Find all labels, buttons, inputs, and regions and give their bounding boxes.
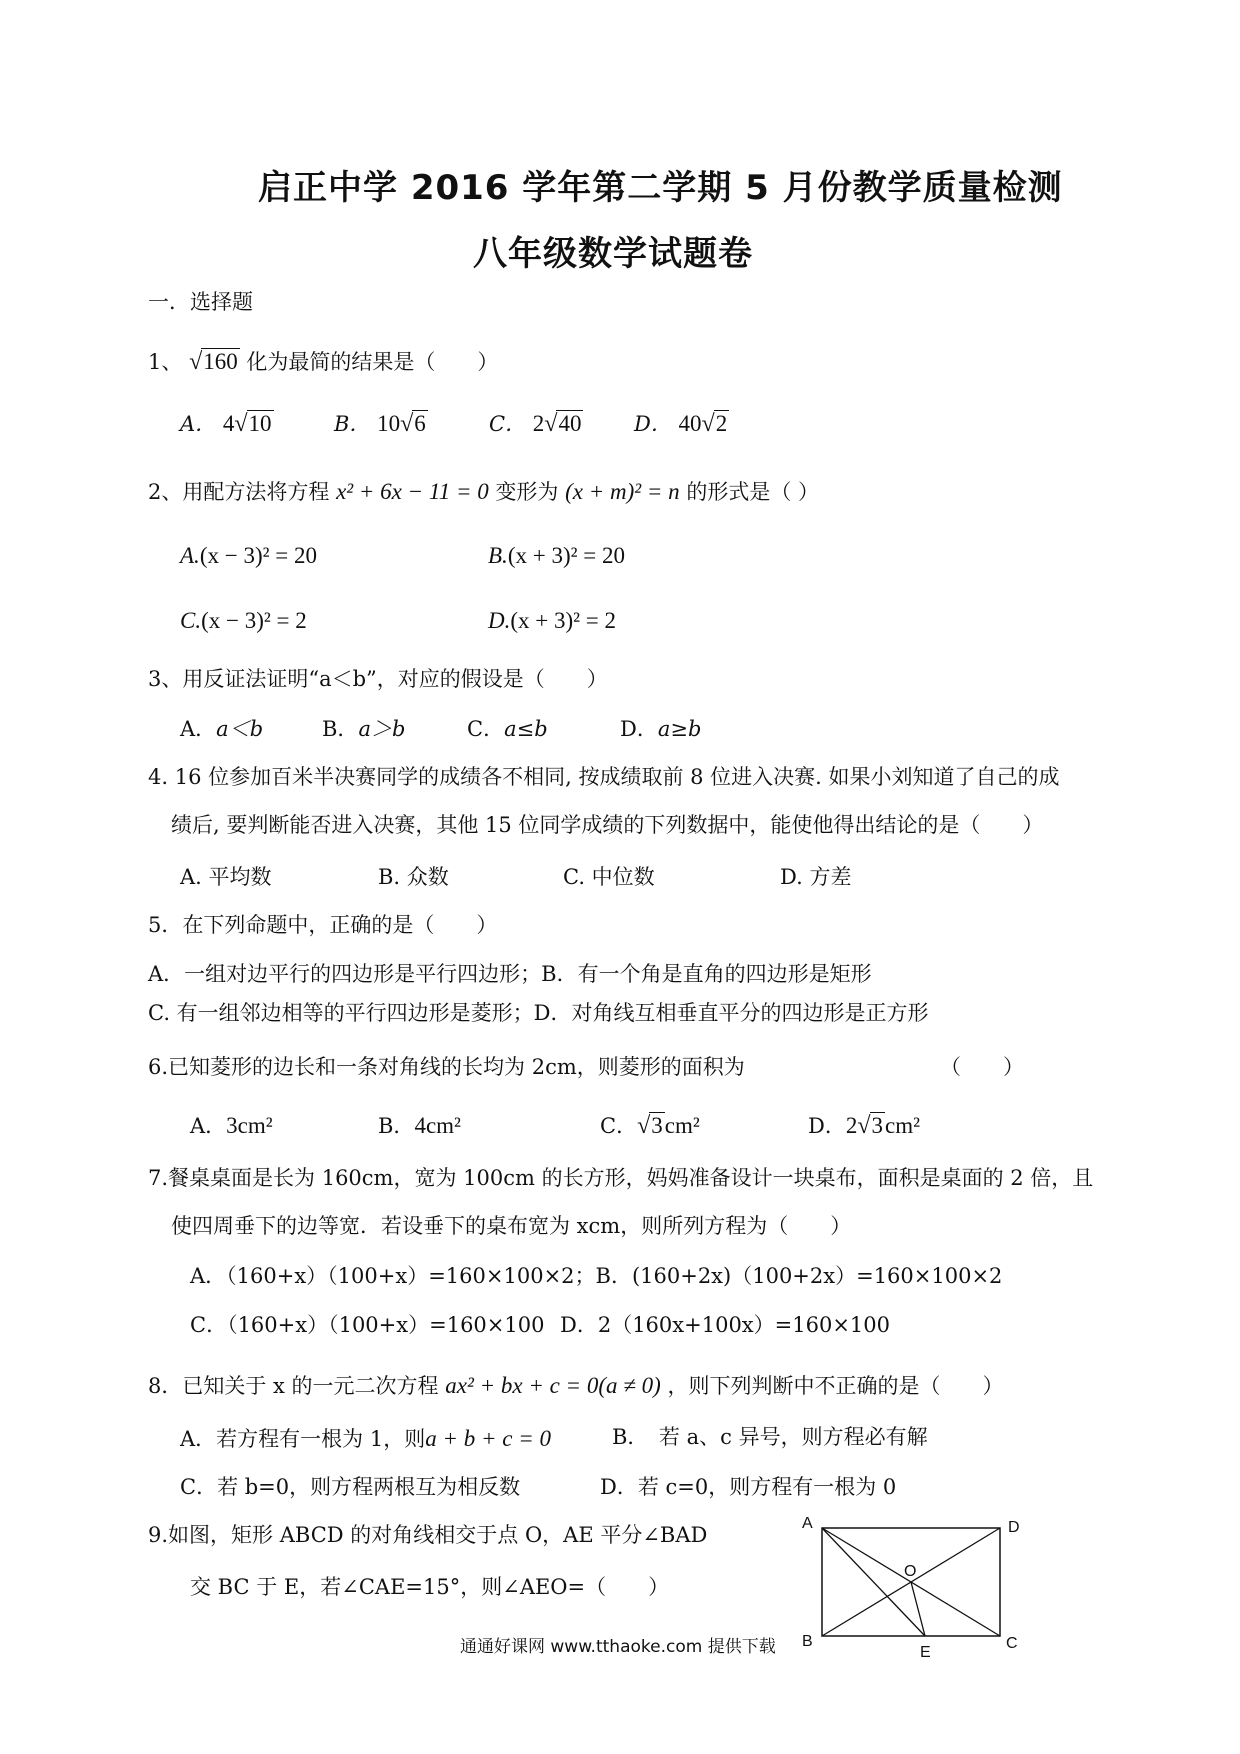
question-8: 8．已知关于 x 的一元二次方程 ax² + bx + c = 0(a ≠ 0) ，则下列判断中不正确的是（ ）: [148, 1373, 1004, 1398]
q1-option-b: B． 10√6: [334, 411, 426, 437]
point-a-label: A: [802, 1515, 813, 1532]
q4-option-b: B. 众数: [378, 865, 449, 889]
point-c-label: C: [1006, 1635, 1018, 1652]
point-b-label: B: [802, 1633, 813, 1650]
q2-target-form: (x + m)² = n: [565, 479, 680, 504]
question-4-line-1: 4. 16 位参加百米半决赛同学的成绩各不相同, 按成绩取前 8 位进入决赛. 如果小刘知道了自己的成: [148, 765, 1060, 789]
q6-option-a: A．3cm²: [190, 1113, 273, 1138]
q2-option-a: A.(x − 3)² = 20: [180, 543, 317, 568]
point-o-label: O: [904, 1563, 917, 1580]
q1-option-c: C． 2√40: [489, 411, 582, 437]
q4-option-d: D. 方差: [780, 865, 852, 889]
question-1: 1、 √160 化为最简的结果是（ ）: [148, 349, 499, 375]
footer-source: 通通好课网 www.tthaoke.com 提供下载: [460, 1637, 776, 1657]
q7-option-d: D．2（160x+100x）=160×100: [560, 1313, 891, 1337]
section-label: 一．选择题: [148, 290, 253, 314]
q8-equation: ax² + bx + c = 0(a ≠ 0): [445, 1373, 661, 1398]
question-3: 3、用反证法证明“a＜b”，对应的假设是（ ）: [148, 667, 608, 691]
q7-option-c: C．（160+x）（100+x）=160×100: [190, 1313, 545, 1337]
question-9-line-2: 交 BC 于 E，若∠CAE=15°，则∠AEO=（ ）: [190, 1575, 670, 1599]
q6-answer-paren: （ ）: [940, 1055, 1024, 1079]
question-9-line-1: 9.如图，矩形 ABCD 的对角线相交于点 O，AE 平分∠BAD: [148, 1523, 708, 1547]
question-2: 2、用配方法将方程 x² + 6x − 11 = 0 变形为 (x + m)² = n 的形式是（ ）: [148, 479, 820, 504]
point-d-label: D: [1008, 1519, 1020, 1536]
q6-option-b: B．4cm²: [378, 1113, 461, 1138]
q3-option-b: B．a＞b: [322, 717, 406, 741]
point-e-label: E: [920, 1644, 931, 1658]
q5-options-ab: A．一组对边平行的四边形是平行四边形；B．有一个角是直角的四边形是矩形: [148, 962, 872, 986]
q2-option-d: D.(x + 3)² = 2: [488, 608, 617, 633]
q2-option-b: B.(x + 3)² = 20: [488, 543, 625, 568]
q7-options-ab: A．（160+x）（100+x）=160×100×2；B．(160+2x)（100+2x）=160×100×2: [190, 1264, 1003, 1288]
exam-subtitle: 八年级数学试题卷: [473, 234, 753, 274]
question-7-line-1: 7.餐桌桌面是长为 160cm，宽为 100cm 的长方形，妈妈准备设计一块桌布，面积是桌面的 2 倍，且: [148, 1166, 1094, 1190]
q5-options-cd: C. 有一组邻边相等的平行四边形是菱形；D．对角线互相垂直平分的四边形是正方形: [148, 1001, 929, 1025]
question-7-line-2: 使四周垂下的边等宽．若设垂下的桌布宽为 xcm，则所列方程为（ ）: [171, 1214, 852, 1238]
q3-option-a: A．a＜b: [180, 717, 264, 741]
question-5: 5．在下列命题中，正确的是（ ）: [148, 913, 498, 937]
q8-option-d: D．若 c=0，则方程有一根为 0: [600, 1475, 897, 1499]
q4-option-a: A. 平均数: [180, 865, 272, 889]
q8-option-c: C．若 b=0，则方程两根互为相反数: [180, 1475, 521, 1499]
radicand: 160: [203, 349, 238, 374]
q6-option-c: C．√3cm²: [600, 1113, 700, 1139]
q3-option-d: D．a≥b: [620, 717, 702, 741]
q4-option-c: C. 中位数: [563, 865, 655, 889]
exam-title: 启正中学 2016 学年第二学期 5 月份教学质量检测: [258, 168, 1063, 208]
q2-option-c: C.(x − 3)² = 2: [180, 608, 307, 633]
question-6: 6.已知菱形的边长和一条对角线的长均为 2cm，则菱形的面积为: [148, 1055, 745, 1079]
segment-ae: [822, 1528, 925, 1636]
question-number: 1、: [148, 350, 183, 374]
q3-option-c: C．a≤b: [467, 717, 548, 741]
rectangle-figure: [790, 1508, 1040, 1658]
q1-option-a: A． 4√10: [180, 411, 272, 437]
q1-option-d: D． 40√2: [634, 411, 728, 437]
question-text: 化为最简的结果是（ ）: [246, 350, 499, 374]
q8-option-b: B． 若 a、c 异号，则方程必有解: [612, 1425, 928, 1449]
question-4-line-2: 绩后, 要判断能否进入决赛，其他 15 位同学成绩的下列数据中，能使他得出结论的是（ ）: [171, 813, 1044, 837]
q6-option-d: D．2√3cm²: [808, 1113, 921, 1139]
q8-option-a: A．若方程有一根为 1，则a + b + c = 0: [180, 1426, 551, 1451]
q2-equation: x² + 6x − 11 = 0: [336, 479, 489, 504]
